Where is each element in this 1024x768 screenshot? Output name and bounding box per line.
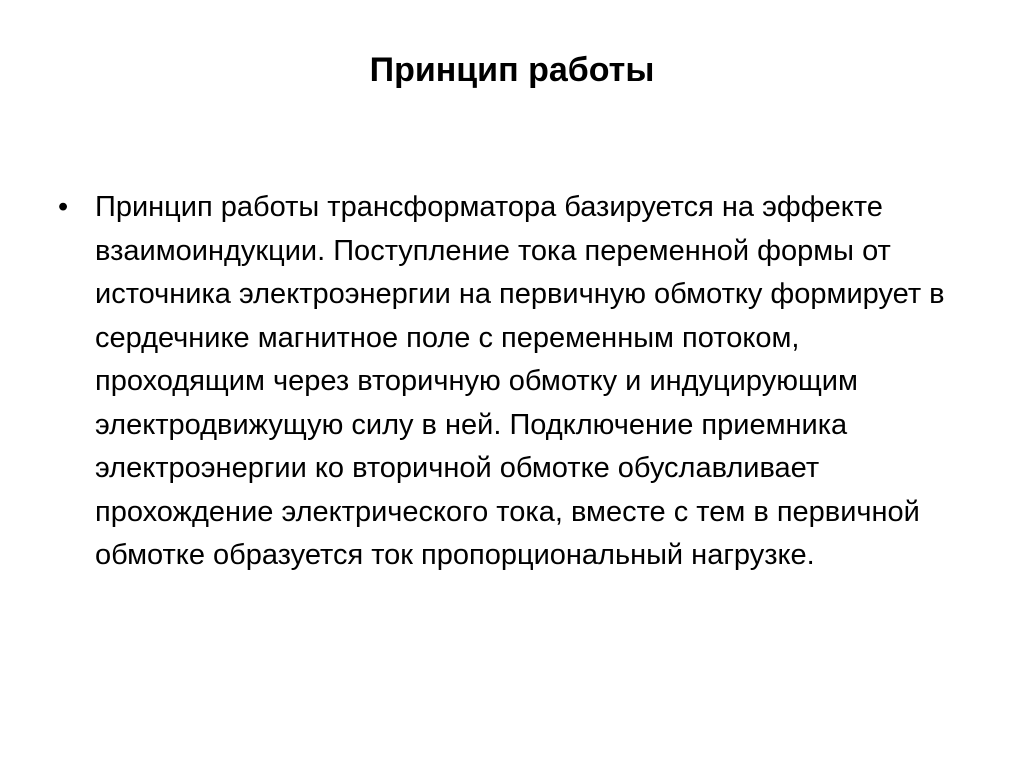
bullet-dot-icon: •: [58, 191, 69, 223]
bullet-text: Принцип работы трансформатора базируется на эффекте взаимоиндукции. Поступление тока переменной формы от источника электроэнергии на первичную обмотку формирует в сердечнике магнитное поле с переменным потоком, проходящим через вторичную обмотку и индуцирующим электродвижущую силу в ней. Подключение приемника электроэнергии ко вторичной обмотке обуславливает прохождение электрического тока, вместе с тем в первичной обмотке образуется ток пропорциональный нагрузке.: [95, 191, 945, 571]
bullet-item: [58, 186, 958, 578]
bullet-list: [58, 186, 958, 578]
slide-title: Принцип работы: [369, 51, 655, 89]
